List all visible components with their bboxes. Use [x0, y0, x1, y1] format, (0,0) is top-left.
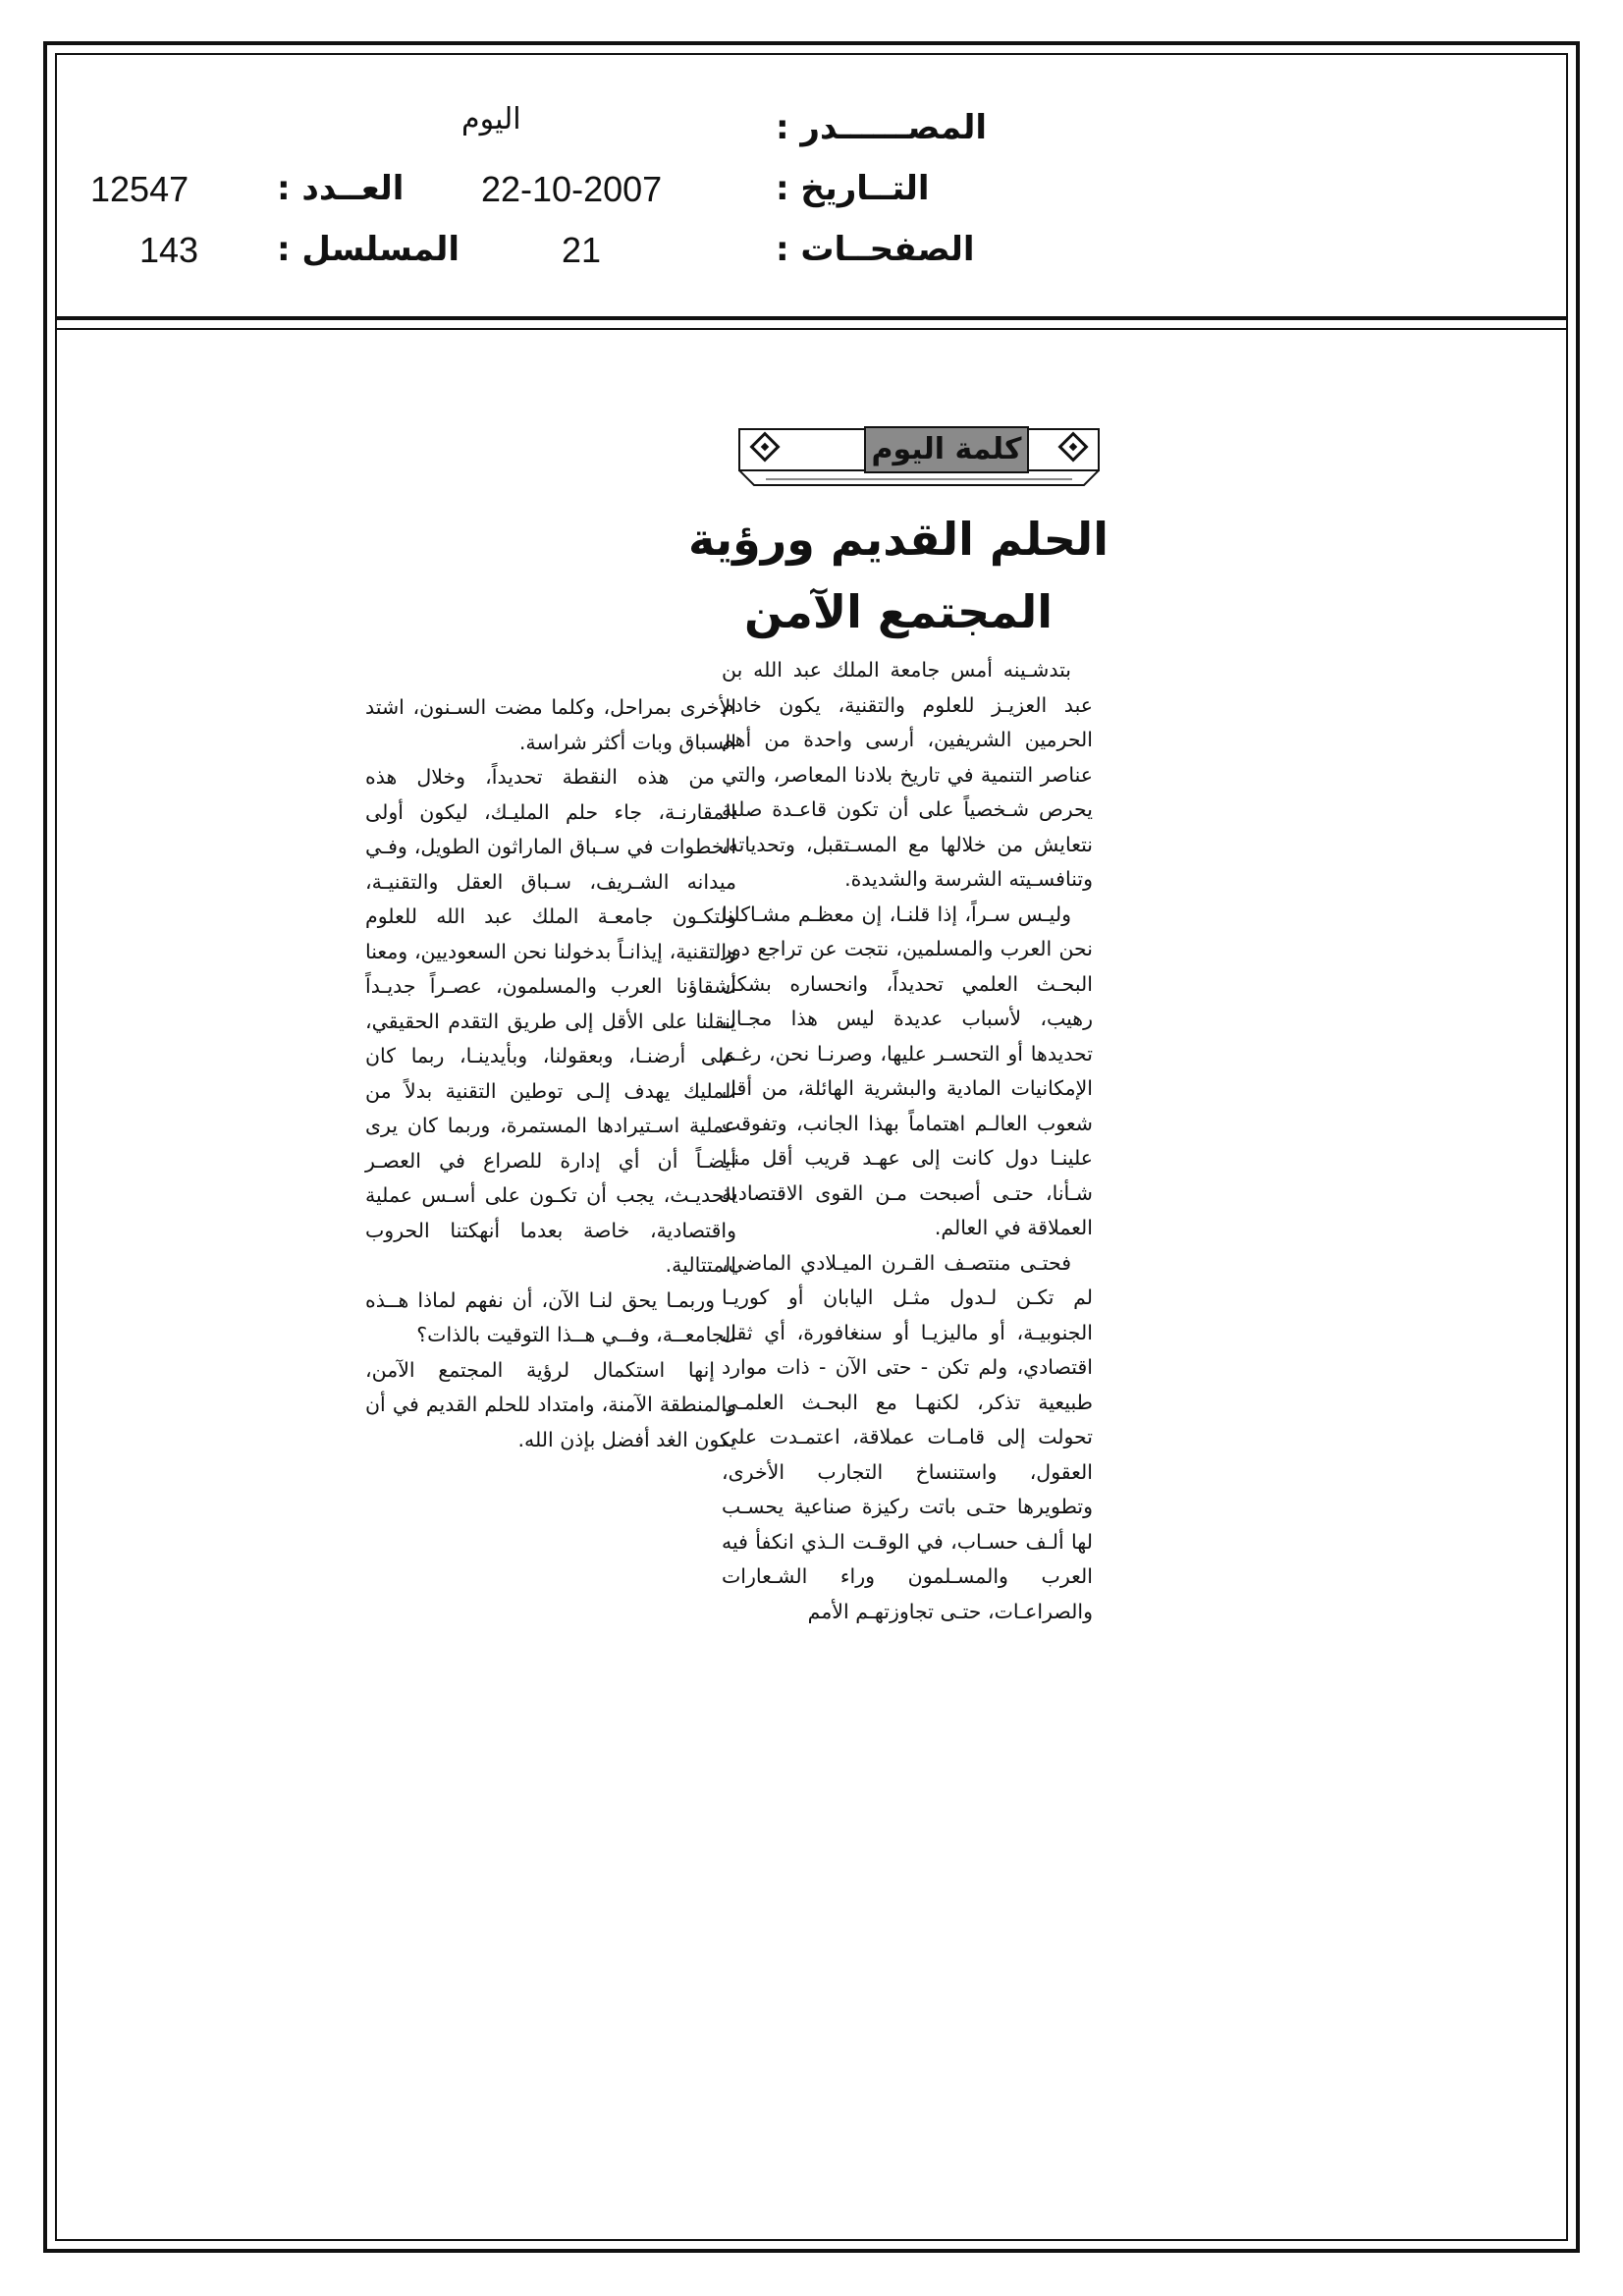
- paragraph: وربمـا يحق لنـا الآن، أن نفهم لماذا هــذه الجامعــة، وفــي هــذا التوقيت بالذات؟: [365, 1287, 736, 1346]
- date-value: 22-10-2007: [481, 169, 663, 209]
- paragraph: فحتـى منتصـف القـرن الميـلادي الماضي، لم تكـن لـدول مثـل اليابان أو كوريـا الجنوبيـة، أو ماليزيـا أو سنغافورة، أي ثقل اقتصادي، ولم تكن - حتى الآن - ذات موارد طبيعية تذكر، لكنهـا مع البحـث العلمـي تحولت إلى قامـات عملاقة، اعتمـدت على العقول، واستنساخ التجارب الأخرى، وتطويرها حتـى باتت ركيزة صناعية يحسـب لها ألـف حسـاب، في الوقـت الـذي انكفأ فيه العرب والمسـلمون وراء الشـعارات والصراعـات، حتـى تجاوزتهـم الأمم: [722, 1250, 1093, 1623]
- badge-underline-ornament: [738, 469, 1100, 489]
- issue-label: العــدد :: [277, 169, 405, 208]
- headline-line-2: المجتمع الآمن: [744, 585, 1053, 638]
- badge-title: كلمة اليوم: [871, 432, 1022, 466]
- article-column-right: [722, 653, 1093, 1629]
- paragraph: وليـس سـراً، إذا قلنـا، إن معظـم مشـاكلنا نحن العرب والمسلمين، نتجت عن تراجع دور البحـث العلمي تحديداً، وانحساره بشكل رهيب، لأسباب عديدة ليس هذا مجـال تحديدها أو التحسـر عليها، وصرنـا نحن، رغـم الإمكانيات المادية والبشرية الهائلة، من أقل شعوب العالـم اهتماماً بهذا الجانب، وتفوقت علينـا دول كانت إلى عهـد قريب أقل منـا شـأنا، حتـى أصبحت مـن القوى الاقتصادية العملاقة في العالم.: [722, 902, 1093, 1239]
- serial-label: المسلسل :: [277, 230, 460, 269]
- header-divider-thin: [55, 328, 1568, 330]
- paragraph: الأخرى بمراحل، وكلما مضت السـنون، اشتد السباق وبات أكثر شراسة.: [365, 695, 736, 754]
- date-label: التــاريخ :: [776, 169, 930, 208]
- article-column-left: [365, 690, 736, 1457]
- paragraph: إنها استكمال لرؤية المجتمع الآمن، والمنطقة الآمنة، وامتداد للحلم القديم في أن يكون الغد أفضل بإذن الله.: [365, 1357, 736, 1451]
- serial-value: 143: [139, 230, 199, 270]
- source-label: المصــــــدر :: [776, 108, 988, 147]
- paragraph: من هذه النقطة تحديداً، وخلال هذه المقارنـة، جاء حلم المليـك، ليكون أولى الخطوات في سـباق الماراثون الطويل، وفـي ميدانه الشـريف، سـباق العقل والتقنيـة، ولتكـون جامعـة الملك عبد الله للعلوم والتقنية، إيذانـاً بدخولنا نحن السعوديين، ومعنا أشقاؤنا العرب والمسلمون، عصـراً جديـداً ينقلنا على الأقل إلى طريق التقدم الحقيقي، على أرضنـا، وبعقولنا، وبأيدينـا، ربما كان المليك يهدف إلـى توطين التقنية بدلاً من عملية اسـتيرادها المستمرة، وربما كان يرى أيضـاً أن أي إدارة للصراع في العصـر الحديـث، يجب أن تكـون على أسـس عملية واقتصادية، خاصة بعدما أنهكتنا الحروب المتتالية.: [365, 765, 736, 1277]
- headline-line-1: الحلم القديم ورؤية: [688, 513, 1109, 566]
- issue-value: 12547: [90, 169, 189, 209]
- paragraph: بتدشـينه أمس جامعة الملك عبد الله بن عبد العزيـز للعلوم والتقنية، يكون خادم الحرمين الشريفين، أرسى واحدة من أهم عناصر التنمية في تاريخ بلادنا المعاصر، والتي يحرص شـخصياً على أن تكون قاعـدة صلبة نتعايش من خلالها مع المسـتقبل، وتحدياته، وتنافسـيته الشرسة والشديدة.: [722, 658, 1093, 891]
- column-badge: [738, 414, 1100, 489]
- article-headline: [687, 503, 1109, 648]
- pages-label: الصفحــات :: [776, 230, 975, 269]
- header-divider: [55, 316, 1568, 320]
- source-value: اليوم: [461, 102, 521, 137]
- pages-value: 21: [562, 230, 602, 270]
